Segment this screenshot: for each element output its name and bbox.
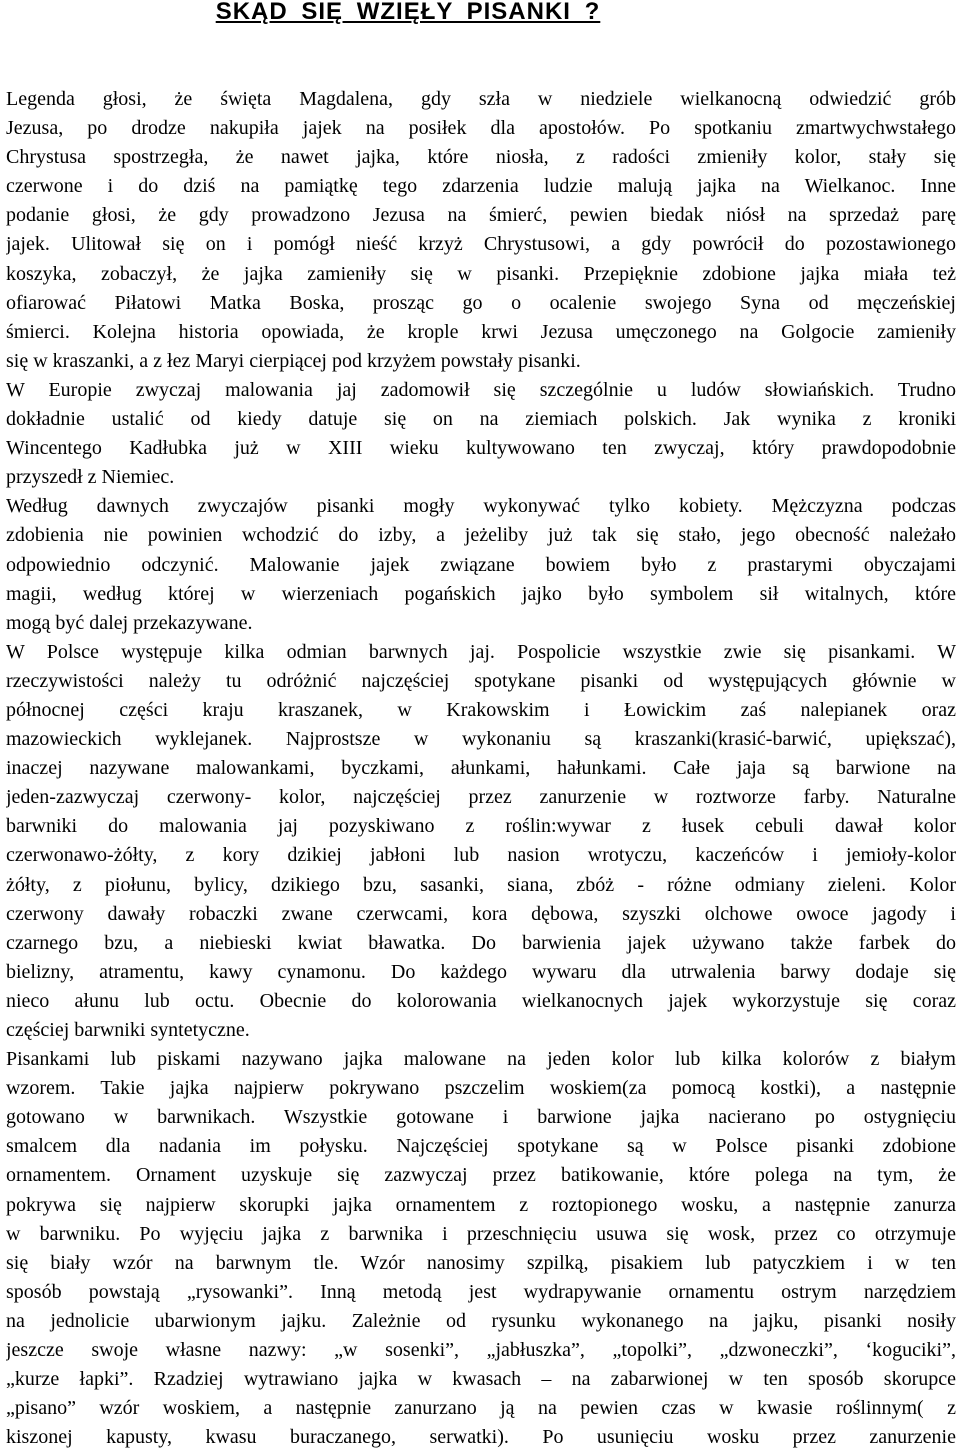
document-title-text: SKĄD SIĘ WZIĘŁY PISANKI ? xyxy=(215,0,601,25)
text-line: Legenda głosi, że święta Magdalena, gdy szła w niedziele wielkanocną odwiedzić grób xyxy=(6,88,956,110)
text-line: ofiarować Piłatowi Matka Boska, prosząc go o ocalenie swojego Syna od męczeńskiej xyxy=(6,291,956,314)
text-line: czerwone i do dziś na pamiątkę tego zdarzenia ludzie malują jajka na Wielkanoc. Inne xyxy=(6,175,956,198)
text-line: dokładnie ustalić od kiedy datuje się on na ziemiach polskich. Jak wynika z kroniki xyxy=(6,408,956,431)
text-line: kiszonej kapusty, kwasu buraczanego, serwatki). Po usunięciu wosku przez zanurzenie xyxy=(6,1426,956,1448)
text-line: częściej barwniki syntetyczne. xyxy=(6,1019,250,1041)
text-line: Pisankami lub piskami nazywano jajka malowane na jeden kolor lub kilka kolorów z białym xyxy=(6,1048,956,1071)
text-line: czerwonawo-żółty, z kory dzikiej jabłoni lub nasion wrotyczu, kaczeńców i jemioły-kolor xyxy=(6,844,956,867)
text-line: jeszcze swoje własne nazwy: „w sosenki”, „jabłuszka”, „topolki”, „dzwoneczki”, ‘koguciki”, xyxy=(6,1339,956,1362)
text-line: w barwniku. Po wyjęciu jajka z barwnika i przeschnięciu usuwa się wosk, przez co otrzymuje xyxy=(6,1222,956,1245)
text-line: pokrywa się najpierw skorupki jajka ornamentem z roztopionego wosku, a następnie zanurza xyxy=(6,1193,956,1216)
text-line: ornamentem. Ornament uzyskuje się zazwyczaj przez batikowanie, które polega na tym, że xyxy=(6,1164,956,1187)
text-line: północnej części kraju kraszanek, w Krakowskim i Łowickim zaś nalepianek oraz xyxy=(6,698,956,721)
text-line: zdobienia nie powinien wchodzić do izby, a jeżeliby już tak się stało, jego obecność należało xyxy=(6,524,956,547)
text-line: podanie głosi, że gdy prowadzono Jezusa na śmierć, pewien biedak niósł na sprzedaż parę xyxy=(6,204,956,227)
text-line: Chrystusa spostrzegła, że nawet jajka, które niosła, z radości zmieniły kolor, stały się xyxy=(6,146,956,169)
text-line: czerwony dawały robaczki zwane czerwcami, kora dębowa, szyszki olchowe owoce jagody i xyxy=(6,902,956,925)
text-line: smalcem dla nadania im połysku. Najczęściej spotykane są w Polsce pisanki zdobione xyxy=(6,1135,956,1158)
text-line: W Polsce występuje kilka odmian barwnych jaj. Pospolicie wszystkie zwie się pisankami. W xyxy=(6,640,956,663)
text-line: magii, według której w wierzeniach pogańskich jajko było symbolem sił witalnych, które xyxy=(6,582,956,605)
text-line: „pisano” wzór woskiem, a następnie zanurzano ją na pewien czas w kwasie roślinnym( z xyxy=(6,1397,956,1420)
text-line: przyszedł z Niemiec. xyxy=(6,466,175,489)
text-line: odpowiednio odczynić. Malowanie jajek związane bowiem było z prastarymi obyczajami xyxy=(6,553,956,576)
text-line: nieco ałunu lub octu. Obecnie do kolorowania wielkanocnych jajek wykorzystuje się coraz xyxy=(6,989,956,1012)
document-body xyxy=(6,85,956,1448)
text-line: na jednolicie ubarwionym jajku. Zależnie od rysunku wykonanego na jajku, pisanki nosiły xyxy=(6,1309,956,1332)
text-line: sposób powstają „rysowanki”. Inną metodą jest wydrapywanie ornamentu ostrym narzędziem xyxy=(6,1280,956,1303)
text-line: „kurze łapki”. Rzadziej wytrawiano jajka w kwasach – na zabarwionej w ten sposób skorupce xyxy=(6,1368,956,1391)
text-line: jeden-zazwyczaj czerwony- kolor, najczęściej przez zanurzenie w roztworze farby. Naturalne xyxy=(6,786,956,809)
text-line: czarnego bzu, a niebieski kwiat bławatka. Do barwienia jajek używano także farbek do xyxy=(6,931,956,954)
text-line: Według dawnych zwyczajów pisanki mogły wykonywać tylko kobiety. Mężczyzna podczas xyxy=(6,495,956,518)
text-line: rzeczywistości należy tu odróżnić najczęściej spotykane pisanki od występujących głównie w xyxy=(6,669,956,692)
text-line: mogą być dalej przekazywane. xyxy=(6,611,253,634)
text-line: mazowieckich wyklejanek. Najprostsze w wykonaniu są kraszanki(krasić-barwić, upiększać), xyxy=(6,728,956,751)
document-title xyxy=(0,0,960,24)
text-line: bielizny, atramentu, kawy cynamonu. Do każdego wywaru dla utrwalenia barwy dodaje się xyxy=(6,960,956,983)
text-line: śmierci. Kolejna historia opowiada, że krople krwi Jezusa umęczonego na Golgocie zamieniły xyxy=(6,320,956,343)
text-line: jajek. Ulitował się on i pomógł nieść krzyż Chrystusowi, a gdy powrócił do pozostawionego xyxy=(6,233,956,256)
text-line: koszyka, zobaczył, że jajka zamieniły się w pisanki. Przepięknie zdobione jajka miała też xyxy=(6,262,956,285)
text-line: żółty, z piołunu, bylicy, dzikiego bzu, sasanki, siana, zbóż - różne odmiany zieleni. Kolor xyxy=(6,873,956,896)
text-line: inaczej nazywane malowankami, byczkami, ałunkami, hałunkami. Całe jaja są barwione na xyxy=(6,757,956,780)
text-line: Jezusa, po drodze nakupiła jajek na posiłek dla apostołów. Po spotkaniu zmartwychwstałego xyxy=(6,117,956,140)
text-line: W Europie zwyczaj malowania jaj zadomowił się szczególnie u ludów słowiańskich. Trudno xyxy=(6,378,956,401)
text-line: Wincentego Kadłubka już w XIII wieku kultywowano ten zwyczaj, który prawdopodobnie xyxy=(6,437,956,460)
text-line: się w kraszanki, a z łez Maryi cierpiącej pod krzyżem powstały pisanki. xyxy=(6,349,581,372)
text-line: się biały wzór na barwnym tle. Wzór nanosimy szpilką, pisakiem lub patyczkiem i w ten xyxy=(6,1251,956,1274)
text-line: gotowano w barwnikach. Wszystkie gotowane i barwione jajka nacierano po ostygnięciu xyxy=(6,1106,956,1129)
text-line: barwniki do malowania jaj pozyskiwano z roślin:wywar z łusek cebuli dawał kolor xyxy=(6,815,956,838)
text-line: wzorem. Takie jajka najpierw pokrywano pszczelim woskiem(za pomocą kostki), a następnie xyxy=(6,1077,956,1100)
